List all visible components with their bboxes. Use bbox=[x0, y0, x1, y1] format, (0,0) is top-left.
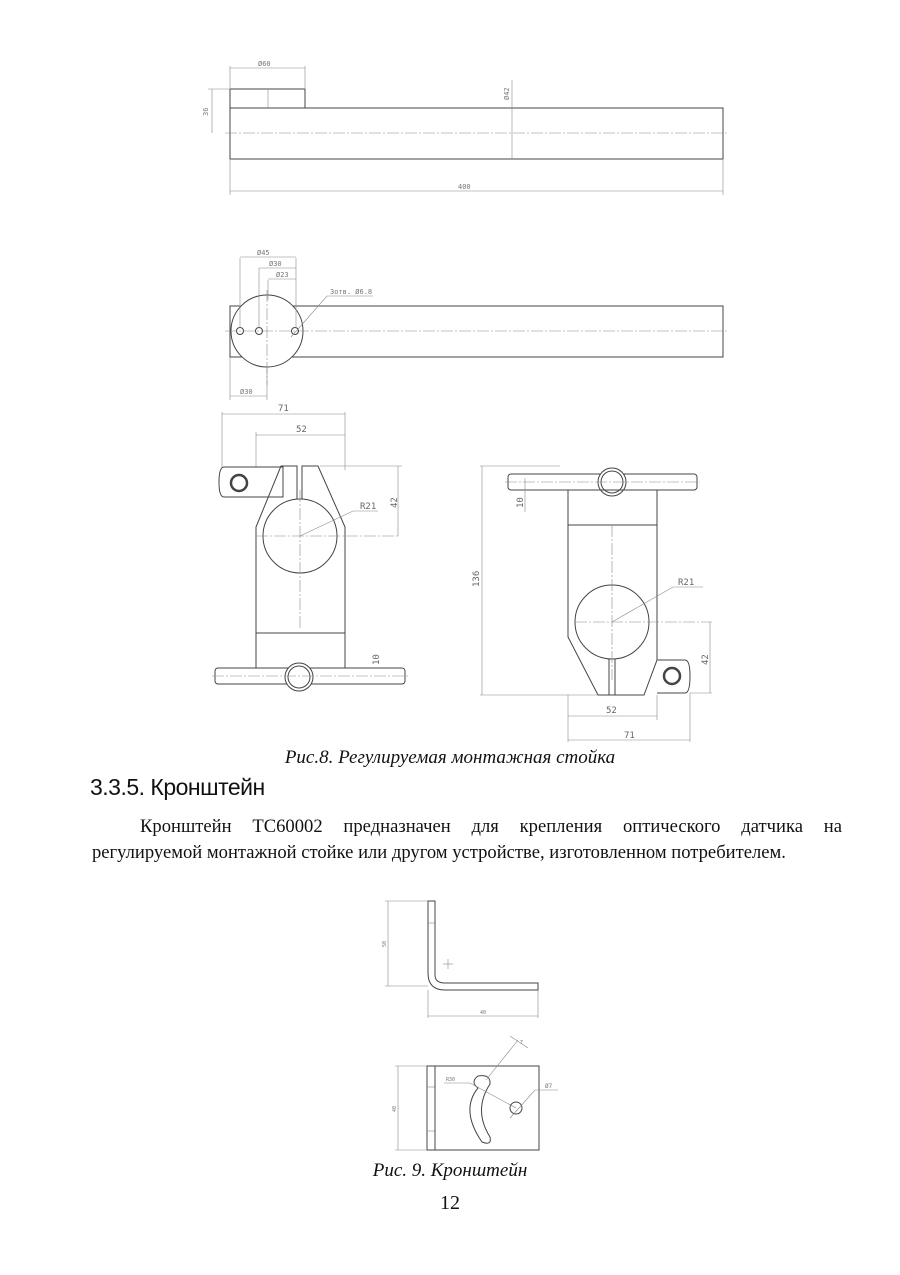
page-number: 12 bbox=[440, 1192, 460, 1214]
dim-r21-left: R21 bbox=[360, 502, 377, 512]
dim-front-d7: Ø7 bbox=[545, 1083, 553, 1090]
dim-t10-left: 10 bbox=[372, 654, 382, 665]
figure-9-caption: Рис. 9. Кронштейн bbox=[372, 1160, 528, 1181]
dim-front-r: R30 bbox=[446, 1077, 456, 1083]
bracket-side-view bbox=[382, 901, 538, 1018]
dim-d23: Ø23 bbox=[276, 271, 289, 279]
dim-side-h: 50 bbox=[382, 940, 388, 947]
dim-d42: Ø42 bbox=[503, 87, 511, 100]
dim-side-w: 40 bbox=[480, 1010, 487, 1016]
holes-label: 3отв. Ø6.8 bbox=[330, 288, 373, 296]
dim-w52-right: 52 bbox=[606, 706, 617, 716]
dim-h136: 136 bbox=[472, 570, 482, 587]
dim-w52-left: 52 bbox=[296, 425, 307, 435]
section-heading: 3.3.5. Кронштейн bbox=[90, 774, 265, 800]
dim-d60: Ø60 bbox=[258, 60, 271, 68]
paragraph-rest: регулируемой монтажной стойке или другом устройстве, изготовленном потребителем. bbox=[92, 842, 786, 863]
dim-w71-right: 71 bbox=[624, 731, 635, 741]
dim-h42-right: 42 bbox=[701, 654, 711, 665]
paragraph-line-1: Кронштейн ТС60002 предназначен для крепления оптического датчика на bbox=[140, 816, 842, 837]
dim-d45: Ø45 bbox=[257, 249, 270, 257]
dim-front-h: 40 bbox=[392, 1105, 398, 1112]
dim-h36: 36 bbox=[202, 107, 210, 116]
dim-w71-left: 71 bbox=[278, 404, 289, 414]
dim-t10-right: 10 bbox=[516, 497, 526, 508]
dim-front-w7: 7 bbox=[520, 1040, 524, 1046]
dim-len400: 400 bbox=[458, 183, 471, 191]
dim-d30a: Ø30 bbox=[269, 260, 282, 268]
dim-h42-left: 42 bbox=[390, 497, 400, 508]
figure-8-caption: Рис.8. Регулируемая монтажная стойка bbox=[284, 747, 616, 768]
dim-d30b: Ø30 bbox=[240, 388, 253, 396]
bracket-front-view bbox=[392, 1036, 558, 1150]
dim-r21-right: R21 bbox=[678, 578, 695, 588]
